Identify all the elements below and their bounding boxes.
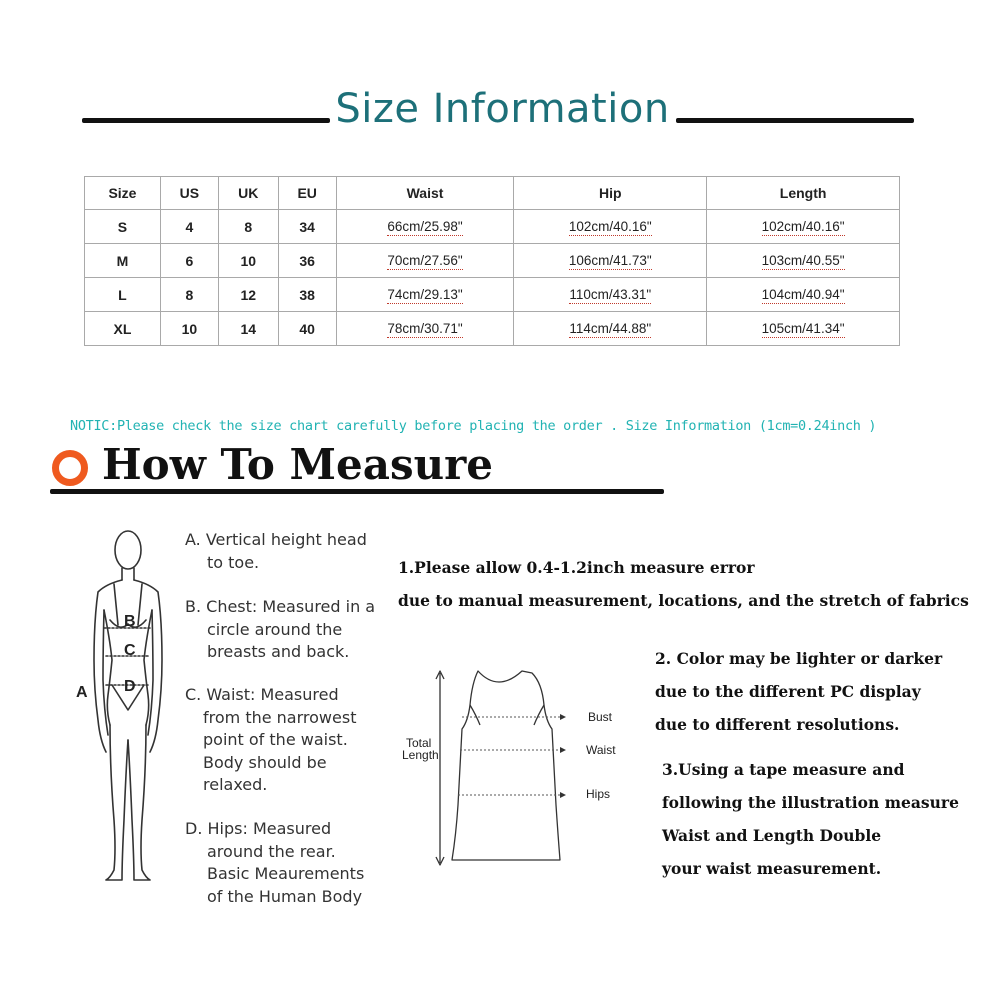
- cell-waist-value: 70cm/27.56": [387, 253, 463, 268]
- cell-us: 8: [160, 278, 218, 312]
- cell-size: L: [85, 278, 161, 312]
- cell-waist-value: 78cm/30.71": [387, 321, 463, 336]
- how-to-measure-title: How To Measure: [102, 440, 494, 489]
- cell-length-value: 105cm/41.34": [761, 321, 845, 336]
- cell-hip: [514, 244, 707, 278]
- cell-hip-value: 102cm/40.16": [568, 219, 652, 234]
- dress-label-bust: Bust: [588, 710, 613, 724]
- definition-b: [185, 596, 375, 664]
- header-eu: EU: [278, 177, 336, 210]
- note-3-line1: 3.Using a tape measure and: [662, 760, 905, 779]
- note-2-line1: 2. Color may be lighter or darker: [655, 649, 943, 668]
- definition-c: [185, 684, 356, 797]
- notice-text: NOTIC:Please check the size chart carefully before placing the order . Size Information (1cm=0.24inch ): [70, 418, 877, 434]
- definition-a-line1: A. Vertical height head: [185, 530, 367, 549]
- cell-hip: [514, 278, 707, 312]
- dress-label-waist: Waist: [586, 743, 616, 757]
- cell-uk: 12: [218, 278, 278, 312]
- note-1-line2: due to manual measurement, locations, and the stretch of fabrics: [398, 591, 969, 610]
- note-2-line2: due to the different PC display: [655, 682, 921, 701]
- definition-d: [185, 818, 364, 908]
- cell-size: M: [85, 244, 161, 278]
- cell-waist: [336, 312, 514, 346]
- cell-hip: [514, 210, 707, 244]
- header-length: Length: [707, 177, 900, 210]
- definition-c-line5: relaxed.: [203, 775, 268, 794]
- definition-c-line2: from the narrowest: [203, 707, 357, 727]
- cell-length-value: 104cm/40.94": [761, 287, 845, 302]
- table-row: [85, 210, 900, 244]
- size-table: [84, 176, 900, 346]
- cell-hip-value: 110cm/43.31": [569, 287, 652, 302]
- cell-uk: 14: [218, 312, 278, 346]
- cell-waist-value: 66cm/25.98": [387, 219, 463, 234]
- cell-uk: 10: [218, 244, 278, 278]
- cell-eu: 36: [278, 244, 336, 278]
- definition-d-line1: D. Hips: Measured: [185, 819, 332, 838]
- table-row: [85, 312, 900, 346]
- dress-diagram-icon: [420, 665, 620, 875]
- header-uk: UK: [218, 177, 278, 210]
- body-label-b: B: [124, 613, 136, 630]
- cell-us: 10: [160, 312, 218, 346]
- note-3-line2: following the illustration measure: [662, 793, 959, 812]
- definition-c-line3: point of the waist.: [203, 730, 348, 749]
- definition-a: [185, 529, 367, 574]
- cell-us: 6: [160, 244, 218, 278]
- table-row: [85, 278, 900, 312]
- cell-length: [707, 278, 900, 312]
- definition-d-line3: Basic Meaurements: [207, 864, 365, 883]
- definition-c-line4: Body should be: [203, 752, 327, 772]
- body-figure-icon: [70, 520, 180, 890]
- cell-length-value: 103cm/40.55": [761, 253, 845, 268]
- dress-label-length: Length: [402, 748, 439, 762]
- circle-icon: [52, 450, 88, 486]
- header-us: US: [160, 177, 218, 210]
- cell-length: [707, 244, 900, 278]
- table-row: [85, 244, 900, 278]
- table-header-row: [85, 177, 900, 210]
- cell-size: XL: [85, 312, 161, 346]
- cell-waist: [336, 244, 514, 278]
- note-1-line1: 1.Please allow 0.4-1.2inch measure error: [398, 558, 755, 577]
- definition-b-line1: B. Chest: Measured in a: [185, 597, 376, 616]
- definition-b-line2: circle around the: [207, 619, 343, 639]
- cell-hip: [514, 312, 707, 346]
- header-size: Size: [85, 177, 161, 210]
- cell-eu: 38: [278, 278, 336, 312]
- header-waist: Waist: [336, 177, 514, 210]
- cell-eu: 40: [278, 312, 336, 346]
- definition-d-line4: of the Human Body: [207, 886, 363, 906]
- cell-length: [707, 312, 900, 346]
- cell-length-value: 102cm/40.16": [761, 219, 845, 234]
- how-to-measure-underline: [50, 489, 664, 494]
- cell-hip-value: 114cm/44.88": [569, 321, 652, 336]
- cell-eu: 34: [278, 210, 336, 244]
- header-hip: Hip: [514, 177, 707, 210]
- cell-us: 4: [160, 210, 218, 244]
- title-line-left: [82, 118, 330, 123]
- dress-label-hips: Hips: [586, 787, 611, 801]
- body-label-d: D: [124, 678, 136, 695]
- note-2-line3: due to different resolutions.: [655, 715, 900, 734]
- page-title: Size Information: [335, 86, 670, 132]
- dress-label-total: Total: [406, 736, 432, 750]
- definition-a-line2: to toe.: [207, 552, 260, 572]
- cell-size: S: [85, 210, 161, 244]
- definition-b-line3: breasts and back.: [207, 642, 350, 661]
- note-3-line3: Waist and Length Double: [662, 826, 882, 845]
- definition-c-line1: C. Waist: Measured: [185, 685, 339, 704]
- cell-waist-value: 74cm/29.13": [387, 287, 463, 302]
- cell-waist: [336, 278, 514, 312]
- cell-uk: 8: [218, 210, 278, 244]
- cell-length: [707, 210, 900, 244]
- body-label-c: C: [124, 642, 136, 659]
- body-label-a: A: [76, 684, 88, 701]
- note-3-line4: your waist measurement.: [662, 859, 882, 878]
- cell-waist: [336, 210, 514, 244]
- definition-d-line2: around the rear.: [207, 841, 336, 861]
- cell-hip-value: 106cm/41.73": [568, 253, 652, 268]
- title-line-right: [676, 118, 914, 123]
